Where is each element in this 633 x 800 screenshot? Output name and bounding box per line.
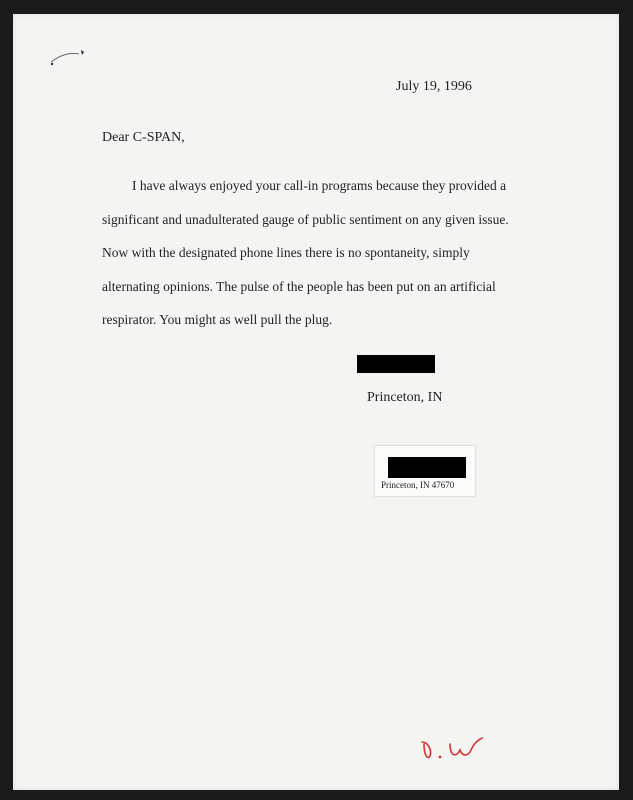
letter-body — [102, 178, 542, 346]
faint-bleed-through — [366, 658, 426, 668]
body-line: I have always enjoyed your call-in programs because they provided a — [132, 178, 507, 193]
redacted-signature-name — [357, 355, 435, 373]
handwritten-initials-signature — [418, 726, 498, 766]
signature-city: Princeton, IN — [367, 390, 443, 405]
redacted-address — [388, 457, 466, 478]
letter-date: July 19, 1996 — [396, 79, 472, 94]
letter-salutation: Dear C-SPAN, — [102, 130, 185, 145]
body-line: respirator. You might as well pull the plug. — [102, 312, 333, 327]
body-line: alternating opinions. The pulse of the people has been put on an artificial — [102, 278, 496, 294]
letter-page — [13, 14, 619, 790]
address-label-text: Princeton, IN 47670 — [381, 480, 455, 490]
corner-ink-mark-icon — [43, 38, 93, 68]
address-label — [374, 445, 476, 497]
body-line: significant and unadulterated gauge of public sentiment on any given issue. — [102, 211, 509, 227]
body-line: Now with the designated phone lines there is no spontaneity, simply — [102, 245, 470, 260]
